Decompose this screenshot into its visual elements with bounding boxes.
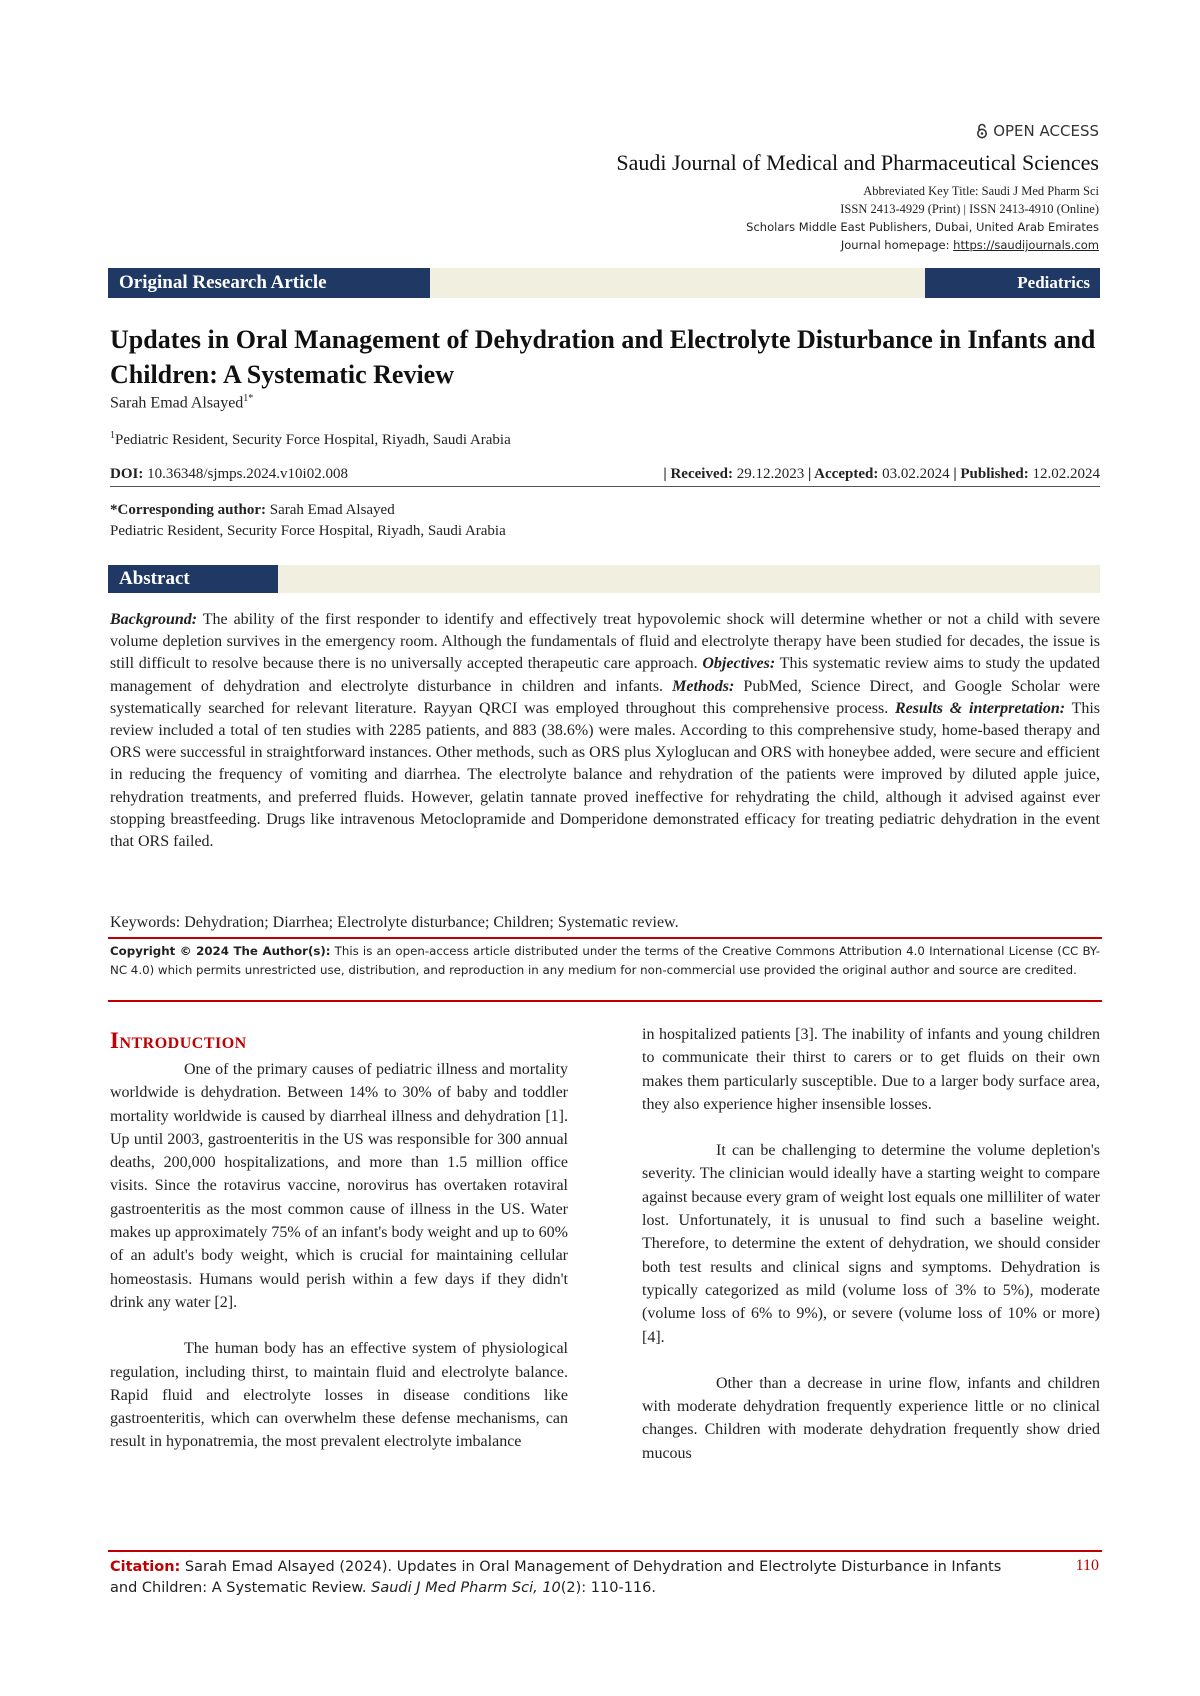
methods-text: PubMed, Science Direct, and Google Scholar were systematically searched for relevant literature. Rayyan QRCI was employed throughout this comprehensive process. bbox=[110, 677, 1100, 717]
accepted-date: 03.02.2024 bbox=[882, 466, 950, 482]
received-label: | Received: bbox=[663, 466, 737, 482]
objectives-label: Objectives: bbox=[702, 655, 776, 673]
copyright-text: This is an open-access article distributed under the terms of the Creative Commons Attribution 4.0 International License (CC BY-NC 4.0) which permits unrestricted use, distribution, and reproduction in any medium for non-commercial use provided the original author and source are credited. bbox=[110, 944, 1100, 977]
footer-divider bbox=[108, 1550, 1102, 1552]
methods-label: Methods: bbox=[672, 677, 735, 695]
citation-journal: Saudi J Med Pharm Sci, 10 bbox=[371, 1580, 561, 1596]
corresponding-author bbox=[110, 500, 506, 542]
published-label: | Published: bbox=[949, 466, 1033, 482]
copyright-notice bbox=[110, 942, 1100, 979]
left-column bbox=[110, 1058, 568, 1454]
article-type-label: Original Research Article bbox=[108, 268, 430, 298]
intro-paragraph-3: It can be challenging to determine the volume depletion's severity. The clinician would ideally have a starting weight to compare against because every gram of weight lost equals one milliliter of water lost. Unfortunately, it is unusual to find such a baseline weight. Therefore, to determine the extent of dehydration, we should consider both test results and clinical signs and symptoms. Dehydration is typically categorized as mild (volume loss of 3% to 5%), moderate (volume loss of 6% to 9%), or severe (volume loss of 10% or more) [4]. bbox=[642, 1142, 1100, 1346]
published-date: 12.02.2024 bbox=[1032, 466, 1100, 482]
author-superscript: 1* bbox=[243, 393, 254, 404]
citation bbox=[110, 1557, 1020, 1599]
dates bbox=[663, 466, 1100, 483]
subject-label: Pediatrics bbox=[925, 268, 1100, 298]
accepted-label: | Accepted: bbox=[804, 466, 883, 482]
citation-text: Sarah Emad Alsayed (2024). Updates in Oral Management of Dehydration and Electrolyte Disturbance in Infants and Children: A Systematic Review. bbox=[110, 1559, 1002, 1596]
intro-paragraph-2-cont: in hospitalized patients [3]. The inability of infants and young children to communicate their thirst to carers or to get fluids on their own makes them particularly susceptible. Due to a larger body surface area, they also experience higher insensible losses. bbox=[642, 1026, 1100, 1113]
homepage-label: Journal homepage: bbox=[840, 238, 954, 252]
right-column bbox=[642, 1023, 1100, 1465]
introduction-heading: Introduction bbox=[110, 1028, 247, 1053]
abstract-heading: Abstract bbox=[108, 565, 278, 593]
corr-label: *Corresponding author: bbox=[110, 502, 270, 518]
open-access-label: OPEN ACCESS bbox=[993, 122, 1099, 140]
intro-paragraph-1: One of the primary causes of pediatric illness and mortality worldwide is dehydration. Between 14% to 30% of baby and toddler mortality worldwide is caused by diarrheal illness and dehydration [1]. Up until 2003, gastroenteritis in the US was responsible for 300 annual deaths, 200,000 hospitalizations, and more than 1.5 million office visits. Since the rotavirus vaccine, norovirus has overtaken rotaviral gastroenteritis as the most common cause of illness in the US. Water makes up approximately 75% of an infant's body weight and up to 60% of an adult's body weight, which is crucial for maintaining cellular homeostasis. Humans would perish within a few days if they didn't drink any water [2]. bbox=[110, 1061, 568, 1311]
journal-abbrev: Abbreviated Key Title: Saudi J Med Pharm Sci bbox=[863, 184, 1099, 198]
journal-issn: ISSN 2413-4929 (Print) | ISSN 2413-4910 (Online) bbox=[840, 202, 1099, 216]
journal-homepage bbox=[399, 236, 1099, 254]
article-type-banner bbox=[108, 268, 1100, 298]
objectives-text: This systematic review aims to study the updated management of dehydration and electrolyte disturbance in children and infants. bbox=[110, 655, 1100, 695]
background-text: The ability of the first responder to identify and effectively treat hypovolemic shock will determine whether or not a child with severe volume depletion survives in the emergency room. Although the fundamentals of fluid and electrolyte therapy have been studied for decades, the issue is still difficult to resolve because there is no universally accepted therapeutic care approach. bbox=[110, 611, 1100, 673]
author-name: Sarah Emad Alsayed bbox=[110, 394, 244, 412]
corr-affiliation: Pediatric Resident, Security Force Hospital, Riyadh, Saudi Arabia bbox=[110, 523, 506, 539]
article-title: Updates in Oral Management of Dehydration and Electrolyte Disturbance in Infants and Children: A Systematic Review bbox=[110, 325, 1096, 389]
corr-name: Sarah Emad Alsayed bbox=[269, 502, 395, 518]
page-number: 110 bbox=[1075, 1557, 1099, 1574]
journal-publisher: Scholars Middle East Publishers, Dubai, United Arab Emirates bbox=[746, 220, 1099, 234]
keywords: Keywords: Dehydration; Diarrhea; Electrolyte disturbance; Children; Systematic review. bbox=[110, 914, 679, 931]
affiliation bbox=[110, 430, 511, 449]
affiliation-text: Pediatric Resident, Security Force Hospital, Riyadh, Saudi Arabia bbox=[115, 432, 511, 448]
open-access-badge bbox=[975, 122, 1099, 140]
citation-label: Citation: bbox=[110, 1559, 181, 1575]
citation-issue: (2): 110-116. bbox=[560, 1580, 656, 1596]
received-date: 29.12.2023 bbox=[736, 466, 805, 482]
copyright-label: Copyright © 2024 The Author(s): bbox=[110, 944, 331, 958]
doi-dates-row bbox=[110, 466, 1100, 487]
results-label: Results & interpretation: bbox=[895, 699, 1066, 717]
abstract-banner bbox=[108, 565, 1100, 593]
doi-link[interactable]: 10.36348/sjmps.2024.v10i02.008 bbox=[147, 466, 348, 482]
affiliation-superscript: 1 bbox=[110, 430, 115, 441]
results-text: This review included a total of ten studies with 2285 patients, and 883 (38.6%) were males. According to this comprehensive study, home-based therapy and ORS were successful in straightforward instances. Other methods, such as ORS plus Xyloglucan and ORS with honeybee added, were secure and efficient in reducing the frequency of vomiting and diarrhea. The electrolyte balance and rehydration of the patients were improved by diluted apple juice, rehydration treatments, and preferred fluids. However, gelatin tannate proved ineffective for rehydrating the child, although it advised against ever stopping breastfeeding. Drugs like intravenous Metoclopramide and Domperidone demonstrated efficacy for treating pediatric dehydration in the event that ORS failed. bbox=[110, 699, 1101, 851]
intro-paragraph-2: The human body has an effective system of physiological regulation, including thirst, to maintain fluid and electrolyte balance. Rapid fluid and electrolyte losses in disease conditions like gastroenteritis, which can overwhelm these defense mechanisms, can result in hyponatremia, the most prevalent electrolyte imbalance bbox=[110, 1340, 568, 1451]
doi-label: DOI: bbox=[110, 466, 148, 482]
divider-top bbox=[108, 937, 1102, 939]
journal-title: Saudi Journal of Medical and Pharmaceutical Sciences bbox=[616, 150, 1099, 175]
divider-bottom bbox=[108, 1000, 1102, 1002]
homepage-link[interactable]: https://saudijournals.com bbox=[953, 238, 1099, 252]
journal-header bbox=[399, 150, 1099, 254]
background-label: Background: bbox=[110, 611, 198, 628]
author-line bbox=[110, 393, 253, 412]
open-lock-icon bbox=[975, 123, 989, 139]
abstract-text bbox=[110, 609, 1100, 853]
intro-paragraph-4: Other than a decrease in urine flow, infants and children with moderate dehydration frequently experience little or no clinical changes. Children with moderate dehydration frequently show dried mucous bbox=[642, 1374, 1100, 1462]
